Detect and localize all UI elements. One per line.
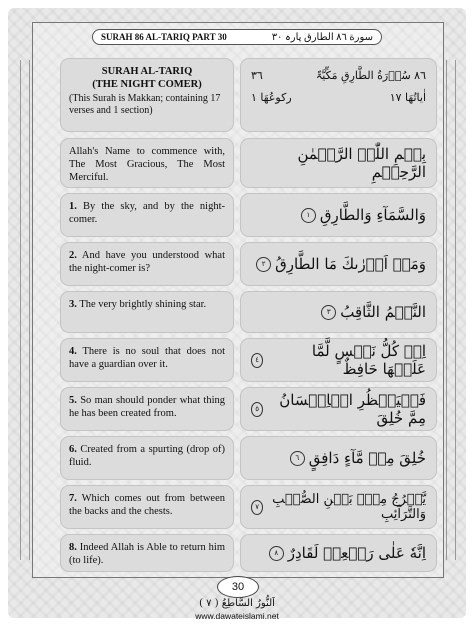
verse-text: Created from a spurting (drop of) fluid.: [69, 444, 225, 468]
arabic-sections: رکوعُھَا ١: [251, 91, 292, 104]
verse-row: [60, 534, 437, 572]
ayah-marker-icon: ٥: [251, 402, 263, 417]
title-arabic-cell: [240, 58, 437, 132]
arabic-text: بِسۡمِ اللّٰہِ الرَّحۡمٰنِ الرَّحِیۡمِ: [297, 145, 426, 181]
verse-arabic: [240, 242, 437, 286]
arabic-text: النَّجۡمُ الثَّاقِبُ: [340, 303, 426, 321]
verse-row: [60, 436, 437, 480]
ayah-marker-icon: ٧: [251, 500, 263, 515]
verse-row: [60, 242, 437, 286]
verse-arabic: [240, 338, 437, 382]
verse-text: And have you understood what the night-comer is?: [69, 250, 225, 274]
verse-text: Which comes out from between the backs and the chests.: [69, 493, 225, 517]
verse-text: Indeed Allah is Able to return him (to life).: [69, 542, 225, 566]
verse-row: [60, 338, 437, 382]
verse-number: 2.: [69, 250, 77, 261]
verse-text: Allah's Name to commence with, The Most Gracious, The Most Merciful.: [69, 146, 225, 183]
verse-english: [60, 291, 234, 333]
title-english-cell: [60, 58, 234, 132]
ayah-marker-icon: ٢: [256, 257, 271, 272]
verse-english: [60, 485, 234, 529]
ayah-marker-icon: ٣: [321, 305, 336, 320]
footer-arabic: اَلنُّورُ السَّاطِعُ ( ٧ ): [199, 598, 275, 609]
surah-note: (This Surah is Makkan; containing 17 verses and 1 section): [69, 93, 221, 116]
header-arabic: سورة ٨٦ الطارق پارہ ٣٠: [271, 31, 373, 43]
arabic-text: فَلۡيَنۡظُرِ الۡاِنۡسَانُ مِمَّ خُلِقَ: [279, 391, 426, 427]
verse-text: There is no soul that does not have a guardian over it.: [69, 346, 225, 370]
verse-row: [60, 193, 437, 237]
verse-arabic: [240, 387, 437, 431]
verse-english: [60, 387, 234, 431]
left-ornament: [20, 60, 30, 560]
arabic-title: ٨٦ سُوۡرَةُ الطَّارِقِ مَکِّيَّۃٌ: [315, 69, 426, 82]
right-ornament: [446, 60, 456, 560]
arabic-text: وَمَاۤ اَدۡرٰىكَ مَا الطَّارِقُ: [275, 255, 426, 273]
header-english: SURAH 86 AL-TARIQ PART 30: [101, 32, 227, 42]
arabic-text: وَالسَّمَآءِ وَالطَّارِقِ: [319, 206, 426, 224]
arabic-text: اِنۡ كُلُّ نَفۡسٍ لَّمَّا عَلَيۡهَا حَافِظٌ: [311, 342, 426, 378]
verse-row: [60, 387, 437, 431]
ayah-marker-icon: ٨: [269, 546, 284, 561]
surah-title: SURAH AL-TARIQ: [101, 66, 193, 77]
verse-number: 7.: [69, 493, 77, 504]
verse-row: [60, 485, 437, 529]
verse-arabic: [240, 138, 437, 188]
title-row: [60, 58, 437, 132]
verse-english: [60, 242, 234, 286]
verse-number: 6.: [69, 444, 77, 455]
ayah-marker-icon: ٦: [290, 451, 305, 466]
verse-number: 1.: [69, 201, 77, 212]
arabic-verses: اٰیاتُھَا ١٧: [389, 91, 426, 104]
verse-arabic: [240, 193, 437, 237]
footer-url: www.dawateislami.net: [195, 611, 279, 621]
ayah-marker-icon: ٤: [251, 353, 263, 368]
verse-text: The very brightly shining star.: [79, 299, 207, 310]
verse-number: 4.: [69, 346, 77, 357]
verse-arabic: [240, 436, 437, 480]
arabic-text: خُلِقَ مِنۡ مَّآءٍ دَافِقٍ: [308, 449, 426, 467]
surah-subtitle: (THE NIGHT COMER): [92, 79, 202, 90]
verse-number: 5.: [69, 395, 77, 406]
verse-english: [60, 193, 234, 237]
verse-english: [60, 534, 234, 572]
verse-number: 3.: [69, 299, 77, 310]
page-number: 30: [217, 576, 259, 598]
arabic-text: اِنَّهٗ عَلٰى رَجۡعِهٖ لَقَادِرٌ: [287, 544, 426, 562]
arabic-order: ٣٦: [251, 69, 263, 82]
verse-text: By the sky, and by the night-comer.: [69, 201, 225, 225]
ayah-marker-icon: ١: [301, 208, 316, 223]
arabic-text: يَّخۡرُجُ مِنۡۢ بَيۡنِ الصُّلۡبِ وَالتَّرَآئِبِ: [272, 492, 426, 522]
page-header: [92, 29, 382, 45]
verse-row: [60, 291, 437, 333]
verse-english: [60, 138, 234, 188]
verse-english: [60, 338, 234, 382]
verse-arabic: [240, 534, 437, 572]
verse-english: [60, 436, 234, 480]
verse-text: So man should ponder what thing he has been created from.: [69, 395, 226, 419]
verse-row: [60, 138, 437, 188]
verse-arabic: [240, 485, 437, 529]
verse-arabic: [240, 291, 437, 333]
verse-number: 8.: [69, 542, 77, 553]
